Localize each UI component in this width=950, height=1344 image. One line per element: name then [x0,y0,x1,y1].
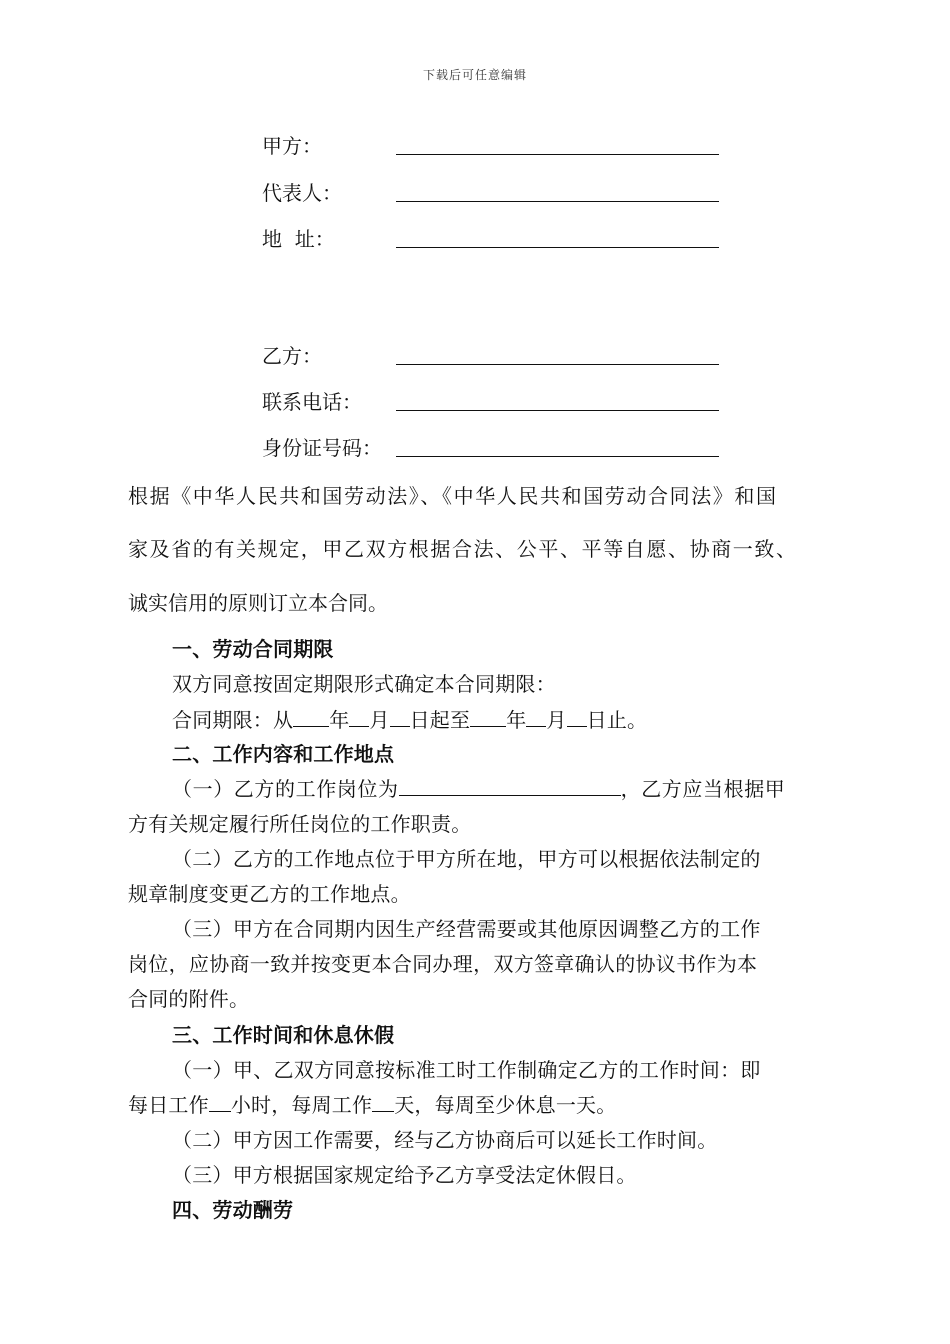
section-3-item-1-line-2 [128,1089,616,1118]
intro-line-3: 诚实信用的原则订立本合同。 [128,591,388,615]
job-position-label: （一）乙方的工作岗位为 [172,777,399,801]
section-3-title: 三、工作时间和休息休假 [172,1023,395,1047]
party-b-name-label: 乙方： [262,344,322,368]
job-position-suffix: ，乙方应当根据甲 [620,777,786,801]
section-2-title: 二、工作内容和工作地点 [172,742,395,766]
page-header: 下载后可任意编辑 [422,68,527,82]
party-a-rep-field[interactable] [396,201,719,202]
end-year-unit: 年 [506,708,527,732]
section-3-item-2: （二）甲方因工作需要，经与乙方协商后可以延长工作时间。 [172,1128,718,1152]
weekly-days-label: 小时，每周工作 [230,1093,373,1117]
start-year-blank[interactable] [293,708,329,727]
start-day-unit: 日起至 [409,708,471,732]
party-b-id-label: 身份证号码： [262,436,382,460]
section-2-item-2-line-2: 规章制度变更乙方的工作地点。 [128,882,411,906]
section-4-title: 四、劳动酬劳 [172,1198,294,1222]
end-month-unit: 月 [546,708,567,732]
section-3-item-1-line-1: （一）甲、乙双方同意按标准工时工作制确定乙方的工作时间：即 [172,1058,761,1082]
party-a-address-field[interactable] [396,247,719,248]
end-day-blank[interactable] [567,708,587,727]
end-day-unit: 日止。 [586,708,648,732]
section-2-item-2-line-1: （二）乙方的工作地点位于甲方所在地，甲方可以根据依法制定的 [172,847,761,871]
daily-hours-label: 每日工作 [128,1093,209,1117]
section-2-item-3-line-3: 合同的附件。 [128,987,250,1011]
party-b-phone-label: 联系电话： [262,390,362,414]
start-month-blank[interactable] [349,708,369,727]
party-a-address-label: 地 址： [262,227,335,251]
section-2-item-1-line-2: 方有关规定履行所任岗位的工作职责。 [128,812,472,836]
start-year-unit: 年 [329,708,350,732]
section-1-title: 一、劳动合同期限 [172,637,334,661]
term-prefix: 合同期限：从 [172,708,294,732]
section-2-item-3-line-1: （三）甲方在合同期内因生产经营需要或其他原因调整乙方的工作 [172,917,761,941]
rest-day-text: 天，每周至少休息一天。 [394,1093,617,1117]
section-2-item-1-line-1 [172,773,785,802]
end-month-blank[interactable] [526,708,546,727]
start-month-unit: 月 [369,708,390,732]
intro-line-2: 家及省的有关规定，甲乙双方根据合法、公平、平等自愿、协商一致、 [128,537,798,561]
party-a-name-label: 甲方： [262,134,322,158]
contract-term-line [172,704,647,733]
section-2-item-3-line-2: 岗位，应协商一致并按变更本合同办理，双方签章确认的协议书作为本 [128,952,758,976]
section-1-line-1: 双方同意按固定期限形式确定本合同期限： [172,672,556,696]
party-a-name-field[interactable] [396,154,719,155]
start-day-blank[interactable] [390,708,410,727]
weekly-days-blank[interactable] [372,1093,394,1112]
intro-line-1: 根据《中华人民共和国劳动法》、《中华人民共和国劳动合同法》和国 [128,484,778,508]
job-position-blank[interactable] [399,777,621,796]
end-year-blank[interactable] [470,708,506,727]
daily-hours-blank[interactable] [209,1093,231,1112]
party-b-name-field[interactable] [396,364,719,365]
party-b-phone-field[interactable] [396,410,719,411]
party-a-rep-label: 代表人： [262,181,342,205]
party-b-id-field[interactable] [396,456,719,457]
section-3-item-3: （三）甲方根据国家规定给予乙方享受法定休假日。 [172,1163,637,1187]
